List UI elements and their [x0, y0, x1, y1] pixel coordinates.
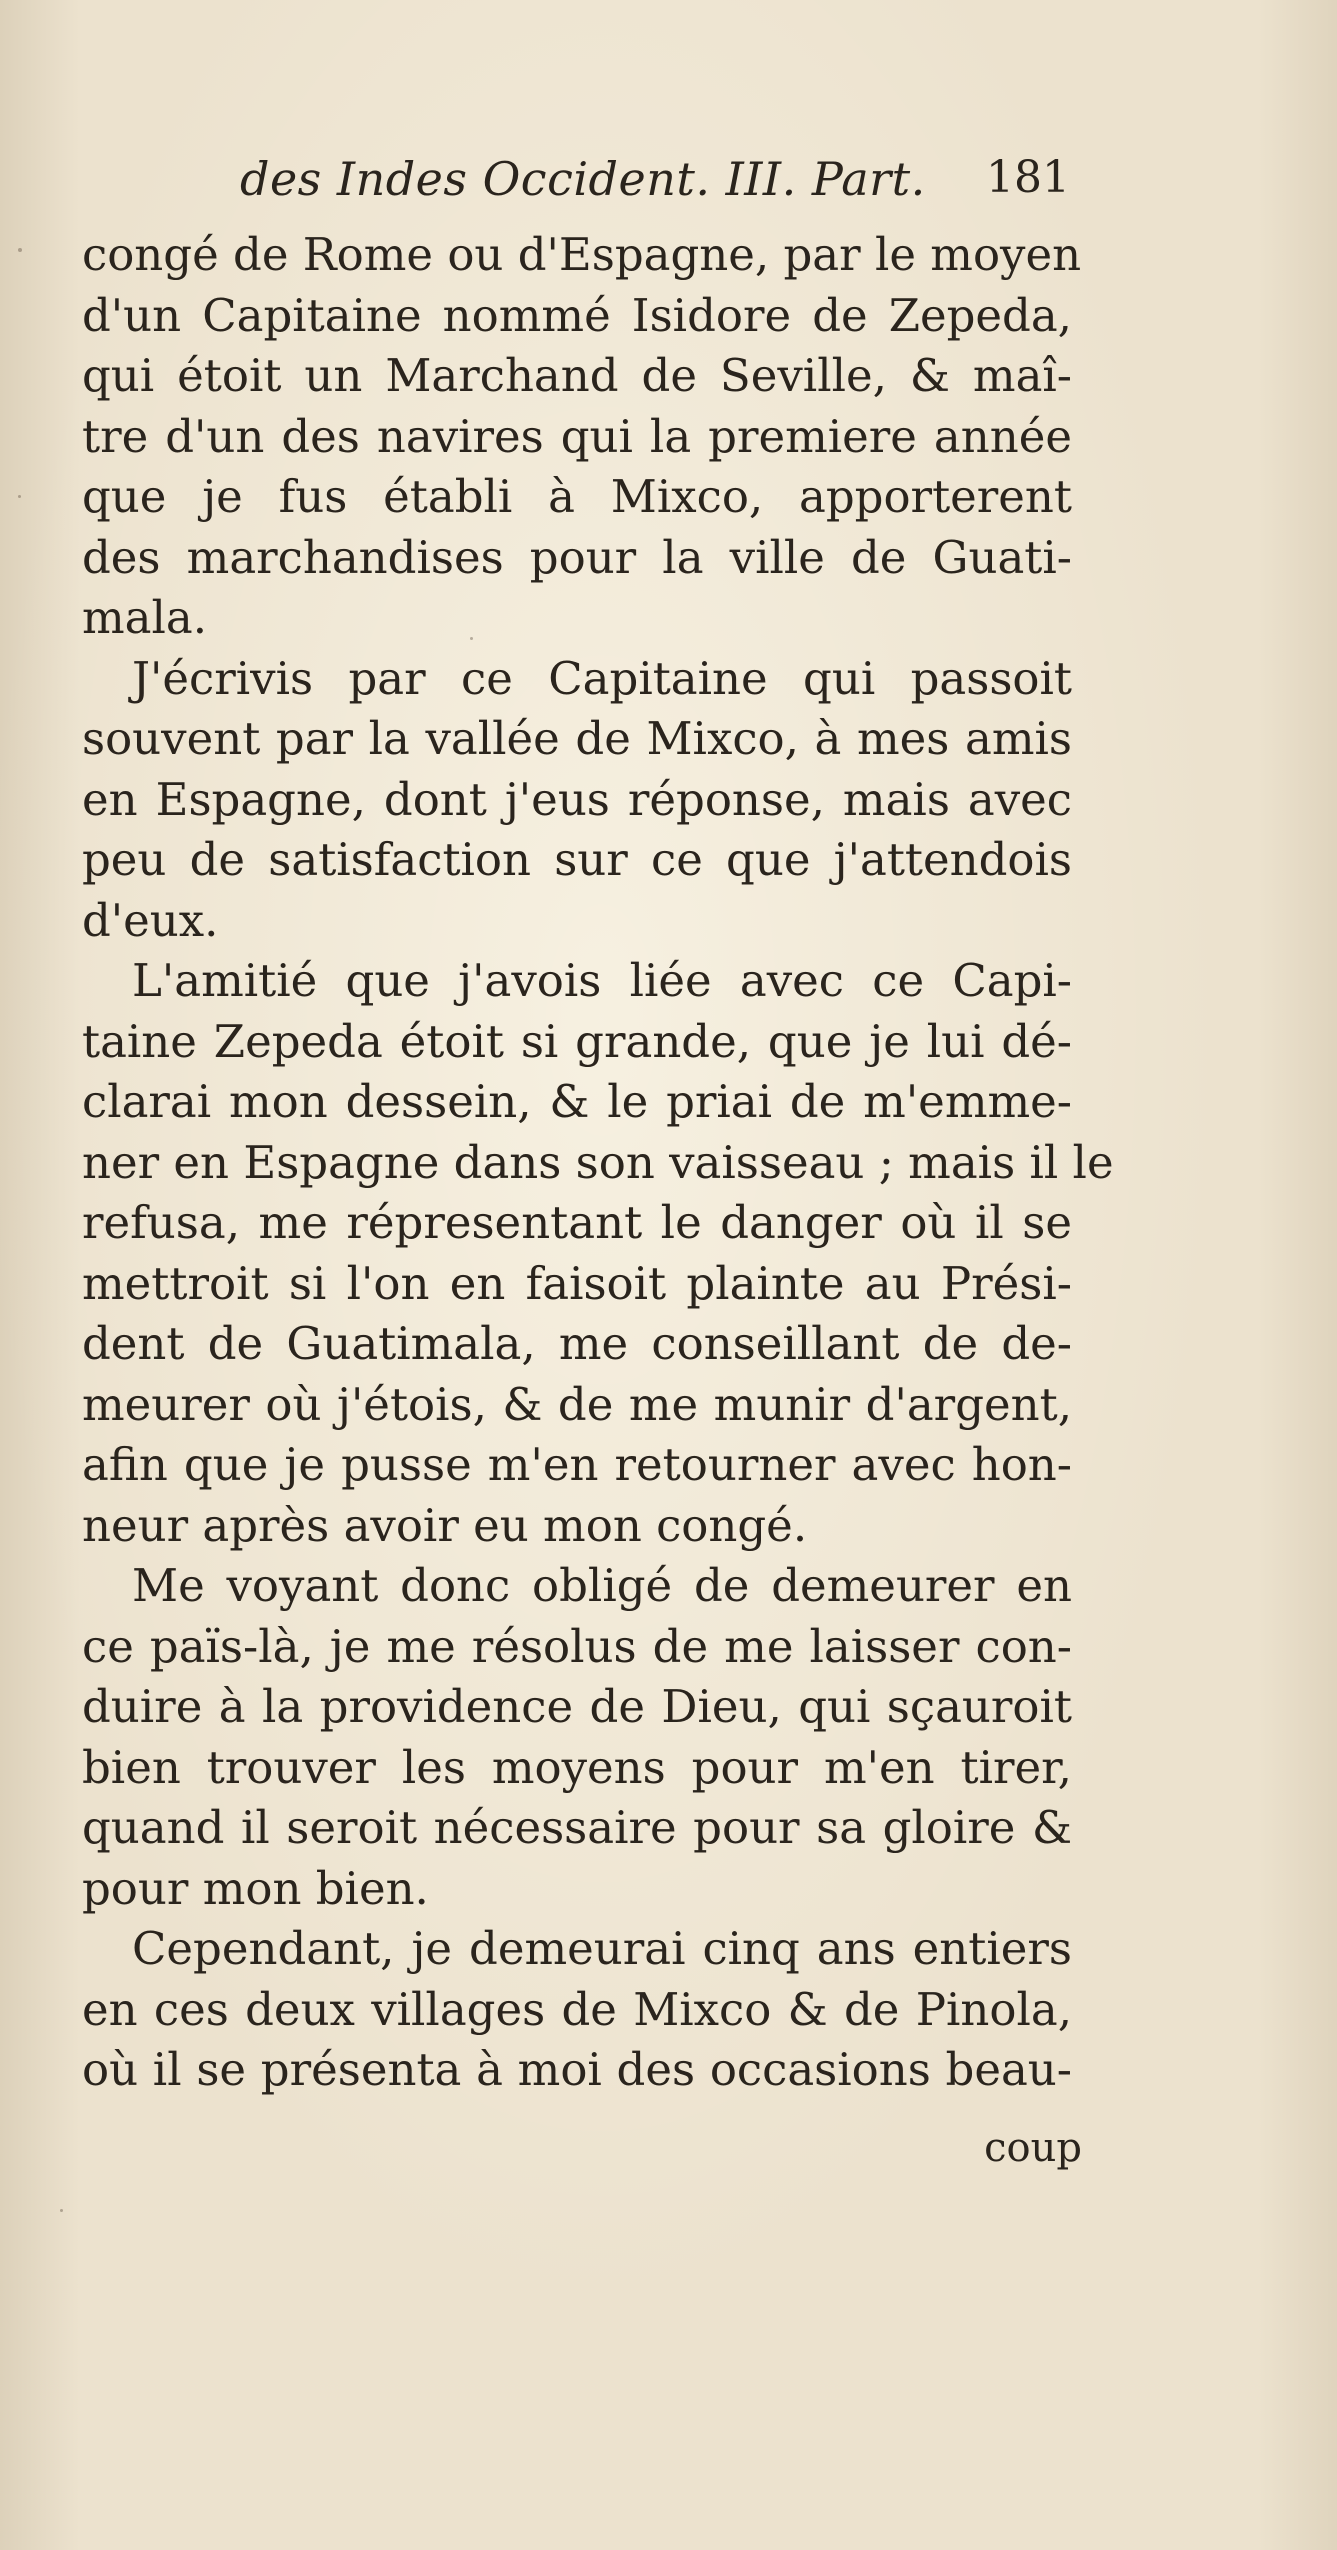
ink-speck	[60, 2209, 63, 2212]
text-line: souvent par la vallée de Mixco, à mes amis	[82, 712, 1072, 765]
text-line: duire à la providence de Dieu, qui sçauroit	[82, 1680, 1072, 1733]
text-line: refusa, me répresentant le danger où il se	[82, 1196, 1072, 1249]
paragraph-2	[82, 649, 1072, 952]
paragraph-5	[82, 1919, 1072, 2101]
text-line: neur après avoir eu mon congé.	[82, 1498, 808, 1552]
text-line: dent de Guatimala, me conseillant de de-	[82, 1317, 1072, 1370]
ink-speck	[18, 248, 22, 252]
text-line: en Espagne, dont j'eus réponse, mais avec	[82, 772, 1072, 826]
text-line: J'écrivis par ce Capitaine qui passoit	[132, 651, 1072, 705]
text-line: congé de Rome ou d'Espagne, par le moyen	[82, 228, 1082, 281]
text-line: tre d'un des navires qui la premiere année	[82, 409, 1072, 463]
running-title: des Indes Occident. III. Part.	[240, 152, 926, 206]
paragraph-4	[82, 1556, 1072, 1919]
text-line: mala.	[82, 591, 208, 644]
text-line: pour mon bien.	[82, 1861, 429, 1915]
text-line: d'eux.	[82, 893, 219, 947]
text-line: en ces deux villages de Mixco & de Pinola,	[82, 1982, 1072, 2036]
text-line: des marchandises pour la ville de Guati-	[82, 530, 1072, 584]
text-line: afin que je pusse m'en retourner avec hon-	[82, 1438, 1072, 1491]
paragraph-1	[82, 225, 1082, 649]
body-text	[82, 225, 1114, 2101]
text-line: que je fus établi à Mixco, apporterent	[82, 470, 1072, 523]
text-line: qui étoit un Marchand de Seville, & maî-	[82, 349, 1072, 402]
page-header	[240, 152, 1070, 222]
text-line: L'amitié que j'avois liée avec ce Capi-	[132, 954, 1072, 1007]
text-line: Me voyant donc obligé de demeurer en	[132, 1559, 1072, 1612]
text-line: ner en Espagne dans son vaisseau ; mais il le	[82, 1135, 1114, 1189]
text-line: quand il seroit nécessaire pour sa gloire &	[82, 1801, 1072, 1854]
text-line: mettroit si l'on en faisoit plainte au Prési-	[82, 1256, 1072, 1310]
text-line: taine Zepeda étoit si grande, que je lui dé-	[82, 1014, 1072, 1068]
text-line: meurer où j'étois, & de me munir d'argent,	[82, 1377, 1072, 1431]
text-line: bien trouver les moyens pour m'en tirer,	[82, 1740, 1072, 1794]
page-number: 181	[986, 152, 1070, 203]
text-line: Cependant, je demeurai cinq ans entiers	[132, 1922, 1072, 1975]
paragraph-3	[82, 951, 1114, 1556]
text-line: où il se présenta à moi des occasions beau-	[82, 2043, 1072, 2096]
text-line: clarai mon dessein, & le priai de m'emme-	[82, 1075, 1072, 1128]
ink-speck	[470, 637, 473, 640]
catchword: coup	[984, 2125, 1082, 2171]
ink-speck	[18, 495, 21, 498]
text-line: ce païs-là, je me résolus de me laisser con-	[82, 1619, 1072, 1673]
text-line: d'un Capitaine nommé Isidore de Zepeda,	[82, 288, 1072, 342]
text-line: peu de satisfaction sur ce que j'attendois	[82, 833, 1072, 886]
